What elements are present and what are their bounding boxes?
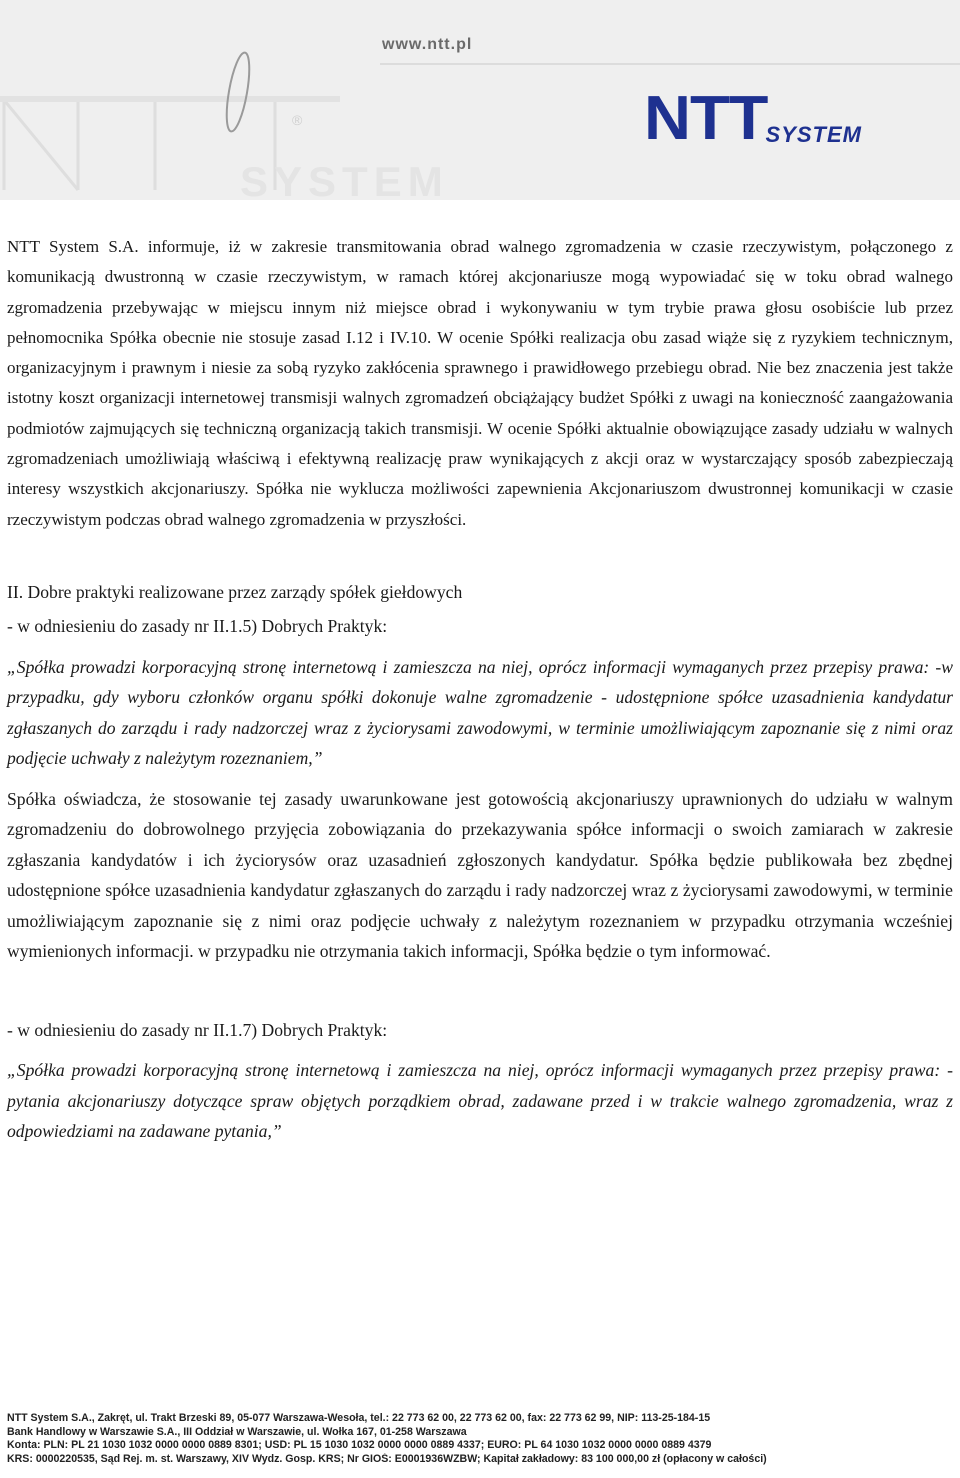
footer-registry: KRS: 0000220535, Sąd Rej. m. st. Warszawy, XIV Wydz. Gosp. KRS; Nr GIOŚ: E0001936WZBW; Kapitał zakładowy: 83 100 000,00 zł (opłacony w całości) [7, 1452, 767, 1465]
intro-text: informuje, iż w zakresie transmitowania obrad walnego zgromadzenia w czasie rzeczywistym, połączonego z komunikacją dwustronną w czasie rzeczywistym, w ramach której akcjonariusze mogą wypowiadać się w toku obrad walnego zgromadzenia przebywając w miejscu innym niż miejsce obrad i wykonywaniu w tym trybie prawa głosu osobiście lub przez pełnomocnika Spółka obecnie nie stosuje zasad I.12 i IV.10. [7, 237, 953, 347]
company-footer [7, 1412, 955, 1466]
logo-main-text: NTT [644, 84, 768, 153]
svg-text:SYSTEM: SYSTEM [240, 158, 449, 200]
footer-bank: Bank Handlowy w Warszawie S.A., III Oddział w Warszawie, ul. Wołka 167, 01-258 Warszawa [7, 1425, 467, 1438]
footer-accounts: Konta: PLN: PL 21 1030 1032 0000 0000 0889 8301; USD: PL 15 1030 1032 0000 0000 0889 4337; EURO: PL 64 1030 1032 0000 0000 0889 4379 [7, 1439, 712, 1452]
intro-continuation: W ocenie Spółki realizacja obu zasad wiąże się z ryzykiem technicznym, organizacyjnym i prawnym i niesie za sobą ryzyko zakłócenia sprawnego i prawidłowego przebiegu obrad. Nie bez znaczenia jest także istotny koszt organizacji internetowej transmisji walnych zgromadzeń obciążający budżet Spółki z uwagi na konieczność zaangażowania podmiotów zajmujących się techniczną organizacją takich transmisji. W ocenie Spółki aktualnie obowiązujące zasady udziału w walnych zgromadzeniach umożliwiają właściwą i efektywną realizację praw wynikających z akcji oraz w wystarczający sposób zabezpieczają interesy wszystkich akcjonariuszy. Spółka nie wyklucza możliwości zapewnienia Akcjonariuszom dwustronnej komunikacji w czasie rzeczywistym podczas obrad walnego zgromadzenia w przyszłości. [7, 327, 953, 529]
logo-sub-text: SYSTEM [765, 122, 862, 147]
website-url: www.ntt.pl [382, 36, 473, 53]
letterhead [0, 0, 960, 200]
intro-paragraph [7, 232, 953, 535]
company-statement: Spółka oświadcza, że stosowanie tej zasady uwarunkowane jest gotowością akcjonariuszy uprawnionych do udziału w walnym zgromadzeniu do dobrowolnego przyjęcia zobowiązania do przekazywania spółce informacji o swoich zamiarach w zakresie zgłaszania kandydatów i ich życiorysów oraz uzasadnień zgłoszonych kandydatur. Spółka będzie publikowała bez zbędnej udostępnione spółce uzasadnienia kandydatur zgłaszanych do zarządu i rady nadzorczej wraz z życiorysami zawodowymi, w terminie umożliwiającym zapoznanie się z nimi oraz podjęcie uchwały z należytym rozeznaniem w przypadku otrzymania wcześniej wymienionych informacji. w przypadku nie otrzymania takich informacji, Spółka będzie o tym informować. [7, 788, 953, 962]
rule-reference-2: - w odniesieniu do zasady nr II.1.7) Dobrych Praktyk: [7, 1019, 388, 1040]
rule-reference-1: - w odniesieniu do zasady nr II.1.5) Dobrych Praktyk: [7, 616, 388, 637]
company-name: NTT System S.A. [7, 237, 139, 256]
document-body [7, 232, 953, 1147]
section-heading: II. Dobre praktyki realizowane przez zarządy spółek giełdowych [7, 581, 463, 602]
footer-address: NTT System S.A., Zakręt, ul. Trakt Brzeski 89, 05-077 Warszawa-Wesoła, tel.: 22 773 62 00, 22 773 62 00, fax: 22 773 62 99, NIP: 113-25-184-15 [7, 1412, 711, 1424]
company-logo [644, 84, 862, 153]
rule-quote-2: „Spółka prowadzi korporacyjną stronę internetową i zamieszcza na niej, oprócz informacji wymaganych przez przepisy prawa: - pytania akcjonariuszy dotyczące spraw objętych porządkiem obrad, zadawane przed i w trakcie walnego zgromadzenia, wraz z odpowiedziami na zadawane pytania,” [7, 1060, 953, 1142]
registered-mark: ® [292, 112, 303, 128]
rule-quote-1: „Spółka prowadzi korporacyjną stronę internetową i zamieszcza na niej, oprócz informacji wymaganych przez przepisy prawa: -w przypadku, gdy wyboru członków organu spółki dokonuje walne zgromadzenie - udostępnione spółce uzasadnienia kandydatur zgłaszanych do zarządu i rady nadzorczej wraz z życiorysami zawodowymi, w terminie umożliwiającym zapoznanie się z nimi oraz podjęcie uchwały z należytym rozeznaniem,” [7, 656, 953, 769]
